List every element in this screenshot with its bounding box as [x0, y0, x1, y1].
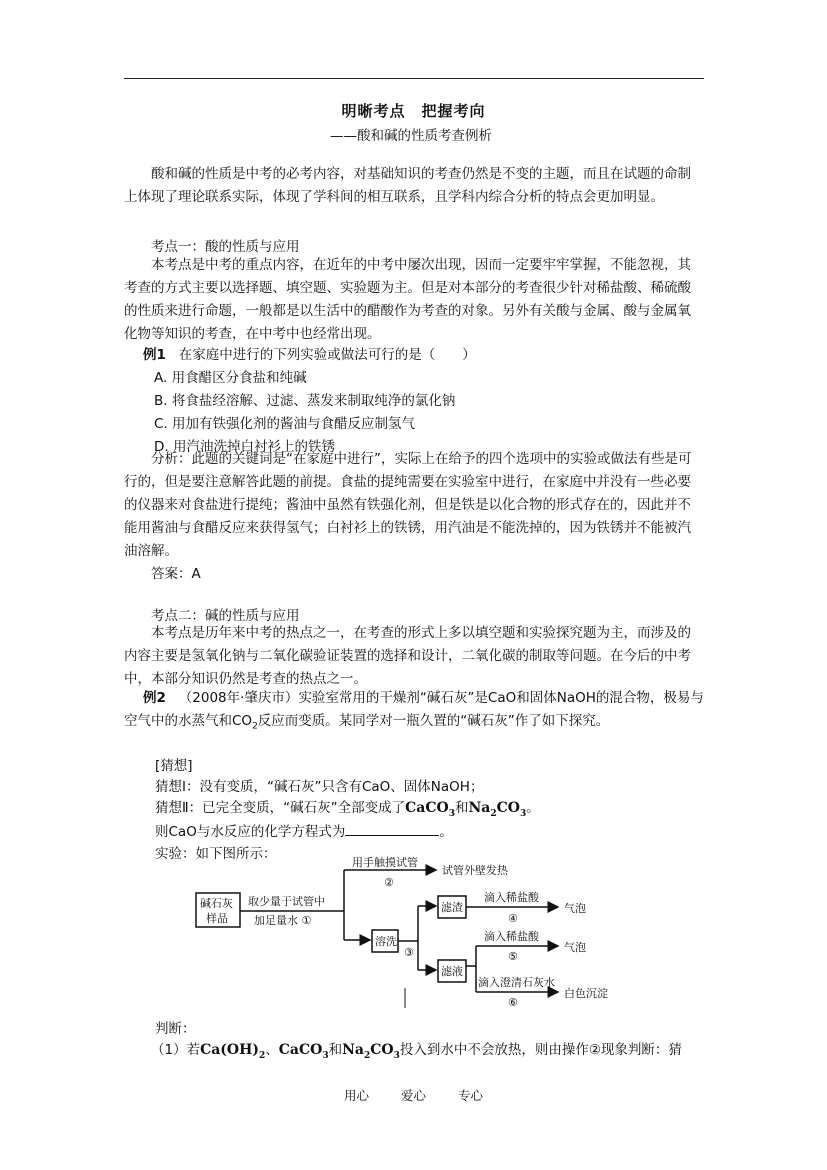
- example1-question: [143, 343, 476, 363]
- page-title: 明晰考点 把握考向: [341, 102, 486, 120]
- option-c: C. 用加有铁强化剂的酱油与食醋反应制氢气: [154, 416, 416, 432]
- equation-prompt: [155, 820, 453, 840]
- example2-source: （2008年·肇庆市）: [178, 690, 299, 706]
- example2-co2-sub: 2: [252, 721, 258, 732]
- guess-heading: [猜想]: [155, 758, 193, 774]
- formula-caco3: CaCO$_3$: [405, 800, 455, 819]
- option-a: A. 用食醋区分食盐和纯碱: [154, 370, 307, 386]
- item1-pre: （1）若: [151, 1042, 201, 1058]
- filtrate-op1: 滴入稀盐酸: [484, 930, 539, 943]
- example2-label: 例2: [143, 690, 166, 706]
- example2-text-a: 实验室常用的干燥剂“碱石灰”是CaO和固体NaOH的混合物，极易与空气中的水蒸气和CO: [124, 690, 704, 729]
- filter-op: 溶洗: [375, 935, 397, 948]
- page-footer: [0, 1086, 827, 1104]
- touch-result: 试管外壁发热: [442, 864, 508, 877]
- residue-op: 滴入稀盐酸: [484, 891, 539, 904]
- touch-label: 用手触摸试管: [352, 856, 418, 869]
- formula-na2co3: $Na_2CO_3$: [468, 800, 527, 819]
- example1-analysis: 分析：此题的关键词是“在家庭中进行”，实际上在给予的四个选项中的实验或做法有些是可行的，但是要注意解答此题的前提。食盐的提纯需要在实验室中进行，在家庭中并没有一些必要的仪器来对食盐进行提纯；酱油中虽然有铁强化剂，但是铁是以化合物的形式存在的，因此并不能用酱油与食醋反应来获得氢气；白衬衫上的铁锈，用汽油是不能洗掉的，因为铁锈并不能被汽油溶解。: [124, 451, 692, 559]
- sample-label-1: 碱石灰: [200, 897, 233, 910]
- filter-num: ③: [404, 946, 414, 959]
- item1-and: 和: [328, 1042, 343, 1058]
- filtrate-num2: ⑥: [508, 996, 518, 1009]
- item1-sep: 、: [265, 1042, 279, 1058]
- formula-caco3-2: CaCO$_3$: [278, 1042, 329, 1061]
- experiment-label: 实验：如下图所示：: [155, 846, 277, 862]
- footer-item-3: 专心: [457, 1088, 483, 1103]
- example1-answer: 答案：A: [151, 566, 201, 582]
- filtrate-result2: 白色沉淀: [564, 987, 608, 1000]
- guess-2-text: 猜想Ⅱ：已完全变质，“碱石灰”全部变成了: [155, 800, 406, 816]
- option-d: D. 用汽油洗掉白衬衫上的铁锈: [154, 439, 335, 455]
- point1-body: 本考点是中考的重点内容，在近年的中考中屡次出现，因而一定要牢牢掌握，不能忽视，其考查的方式主要以选择题、填空题、实验题为主。但是对本部分的考查很少针对稀盐酸、稀硫酸的性质来进行命题，一般都是以生活中的醋酸作为考查的对象。另外有关酸与金属、酸与金属氧化物等知识的考查，在中考中也经常出现。: [124, 257, 691, 342]
- sample-label-2: 样品: [206, 912, 228, 925]
- point2-body: 本考点是历年来中考的热点之一，在考查的形式上多以填空题和实验探究题为主，而涉及的内容主要是氢氧化钠与二氧化碳验证装置的选择和设计，二氧化碳的制取等问题。在今后的中考中，本部分知识仍然是考查的热点之一。: [124, 625, 691, 687]
- intro-paragraph: 酸和碱的性质是中考的必考内容，对基础知识的考查仍然是不变的主题，而且在试题的命制上体现了理论联系实际，体现了学科间的相互联系，且学科内综合分析的特点会更加明显。: [124, 166, 691, 205]
- judge-item-1: [151, 1038, 682, 1061]
- judge-label: 判断：: [155, 1021, 196, 1037]
- equation-end: 。: [439, 824, 453, 840]
- example2-text-b: 反应而变质。某同学对一瓶久置的“碱石灰”作了如下探究。: [257, 713, 610, 729]
- point2-heading: 考点二：碱的性质与应用: [151, 608, 300, 624]
- example1-question-text: 在家庭中进行的下列实验或做法可行的是（ ）: [178, 347, 476, 363]
- filtrate-op2: 滴入澄清石灰水: [478, 976, 555, 989]
- guess-2: [155, 796, 540, 819]
- residue-result: 气泡: [564, 902, 586, 915]
- residue-box-label: 滤渣: [441, 901, 463, 914]
- answer-blank[interactable]: [345, 823, 439, 836]
- residue-num: ④: [508, 912, 518, 925]
- guess-1: 猜想Ⅰ：没有变质，“碱石灰”只含有CaO、固体NaOH；: [155, 779, 484, 795]
- formula-na2co3-2: $Na_2CO_3$: [342, 1042, 400, 1061]
- touch-num: ②: [384, 876, 394, 889]
- point1-heading: 考点一：酸的性质与应用: [151, 239, 300, 255]
- filtrate-result1: 气泡: [564, 941, 586, 954]
- guess-2-end: 。: [526, 800, 540, 816]
- equation-text: 则CaO与水反应的化学方程式为: [155, 824, 346, 840]
- footer-item-1: 用心: [343, 1088, 369, 1103]
- item1-post: 投入到水中不会放热，则由操作②现象判断：猜: [399, 1042, 682, 1058]
- option-b: B. 将食盐经溶解、过滤、蒸发来制取纯净的氯化钠: [154, 393, 456, 409]
- footer-item-2: 爱心: [400, 1088, 426, 1103]
- experiment-diagram: [186, 856, 636, 1012]
- example2-stem: [124, 687, 704, 739]
- example1-label: 例1: [143, 347, 166, 363]
- formula-caoh2: $Ca(OH)_2$: [200, 1042, 266, 1061]
- filtrate-num1: ⑤: [508, 950, 518, 963]
- page-subtitle: ——酸和碱的性质考查例析: [330, 128, 492, 144]
- step1-label-2: 加足量水 ①: [254, 914, 312, 927]
- step1-label-1: 取少量于试管中: [248, 895, 325, 908]
- guess-2-and: 和: [454, 800, 469, 816]
- header-rule: [124, 78, 704, 79]
- filtrate-box-label: 滤液: [441, 965, 463, 978]
